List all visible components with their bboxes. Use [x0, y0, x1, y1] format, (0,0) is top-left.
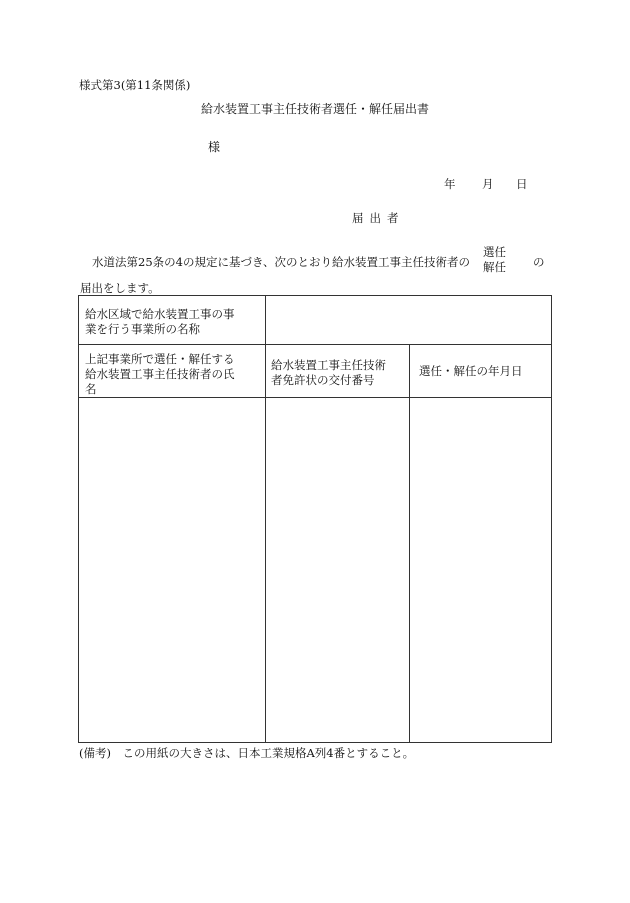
recipient-honorific: 様	[208, 140, 221, 154]
col-header-line: 給水装置工事主任技術	[271, 358, 386, 372]
statement-text: 水道法第25条の4の規定に基づき、次のとおり給水装置工事主任技術者の	[92, 255, 470, 269]
choice-dismiss: 解任	[483, 260, 506, 274]
col-header-license-number	[271, 358, 386, 388]
notifier-label: 届出者	[352, 211, 405, 225]
date-field[interactable]	[413, 402, 547, 738]
table-divider	[79, 344, 551, 345]
col-header-line: 者免許状の交付番号	[271, 373, 375, 387]
license-number-field[interactable]	[269, 402, 405, 738]
statement-tail: 届出をします。	[80, 281, 160, 295]
col-header-technician-name	[85, 352, 235, 397]
document-title: 給水装置工事主任技術者選任・解任届出書	[201, 102, 430, 116]
date-month-label: 月	[482, 177, 494, 191]
office-name-field[interactable]	[269, 306, 549, 336]
office-name-label-line: 業を行う事業所の名称	[85, 322, 200, 336]
col-header-line: 給水装置工事主任技術者の氏	[85, 367, 235, 381]
col-header-line: 上記事業所で選任・解任する	[85, 352, 235, 366]
col-header-date: 選任・解任の年月日	[419, 364, 523, 378]
appointment-choice	[483, 245, 506, 275]
date-day-label: 日	[516, 177, 528, 191]
technician-name-field[interactable]	[83, 402, 261, 738]
date-year-label: 年	[444, 177, 456, 191]
table-divider	[265, 296, 266, 344]
office-name-label	[85, 307, 235, 337]
col-header-line: 名	[85, 382, 97, 396]
statement-suffix: の	[533, 255, 545, 269]
table-divider	[409, 344, 410, 742]
choice-appoint: 選任	[483, 245, 506, 259]
table-divider	[265, 344, 266, 742]
notification-table	[78, 295, 552, 743]
table-divider	[79, 397, 551, 398]
date-line	[444, 176, 528, 192]
office-name-label-line: 給水区域で給水装置工事の事	[85, 307, 235, 321]
form-number: 様式第3(第11条関係)	[79, 78, 191, 92]
footnote: (備考) この用紙の大きさは、日本工業規格A列4番とすること。	[79, 746, 415, 760]
